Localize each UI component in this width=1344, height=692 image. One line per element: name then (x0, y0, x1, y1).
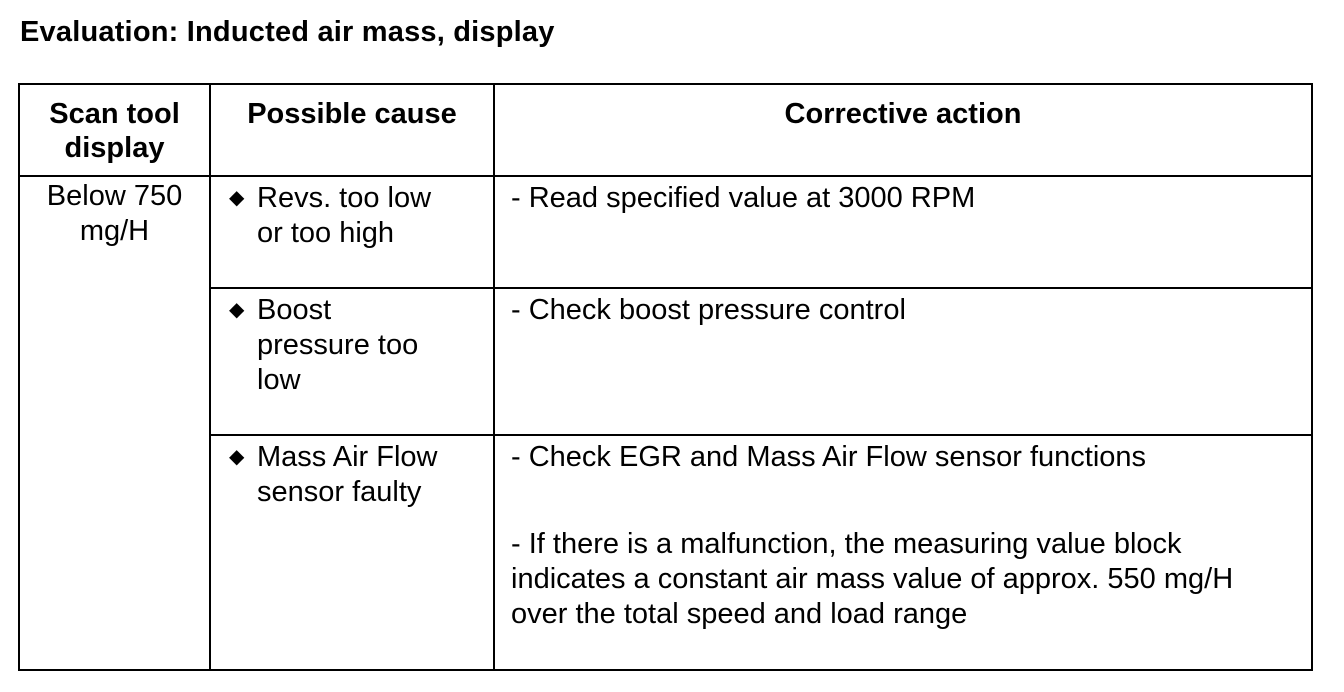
header-corrective-action (494, 84, 1312, 176)
header-scan-tool-display-label: Scan tool display (49, 98, 180, 164)
cause-text: Mass Air Flow sensor faulty (257, 441, 438, 508)
bullet-diamond-icon: ◆ (229, 446, 245, 468)
page-title: Evaluation: Inducted air mass, display (20, 16, 555, 48)
action-cell (494, 435, 1312, 670)
header-scan-tool-display (19, 84, 210, 176)
header-possible-cause-label: Possible cause (247, 98, 457, 130)
table-row (19, 435, 1312, 670)
header-corrective-action-label: Corrective action (784, 98, 1022, 130)
bullet-diamond-icon: ◆ (229, 299, 245, 321)
scan-tool-display-value: Below 750 mg/H (46, 180, 183, 247)
cause-cell (210, 435, 494, 670)
action-cell (494, 288, 1312, 435)
action-text: - Check EGR and Mass Air Flow sensor functions (511, 441, 1147, 473)
header-possible-cause (210, 84, 494, 176)
scan-tool-display-cell (19, 176, 210, 670)
table-header-row (19, 84, 1312, 176)
cause-text: Revs. too low or too high (257, 182, 432, 249)
cause-text: Boost pressure too low (257, 294, 419, 396)
table-row (19, 176, 1312, 288)
cause-cell (210, 288, 494, 435)
table-row (19, 288, 1312, 435)
action-cell (494, 176, 1312, 288)
bullet-diamond-icon: ◆ (229, 187, 245, 209)
action-text: - If there is a malfunction, the measuring value block indicates a constant air mass value of approx. 550 mg/H over the total speed and load range (511, 528, 1234, 630)
evaluation-table (18, 83, 1313, 671)
action-text: - Check boost pressure control (511, 294, 906, 326)
action-text: - Read specified value at 3000 RPM (511, 182, 976, 214)
cause-cell (210, 176, 494, 288)
